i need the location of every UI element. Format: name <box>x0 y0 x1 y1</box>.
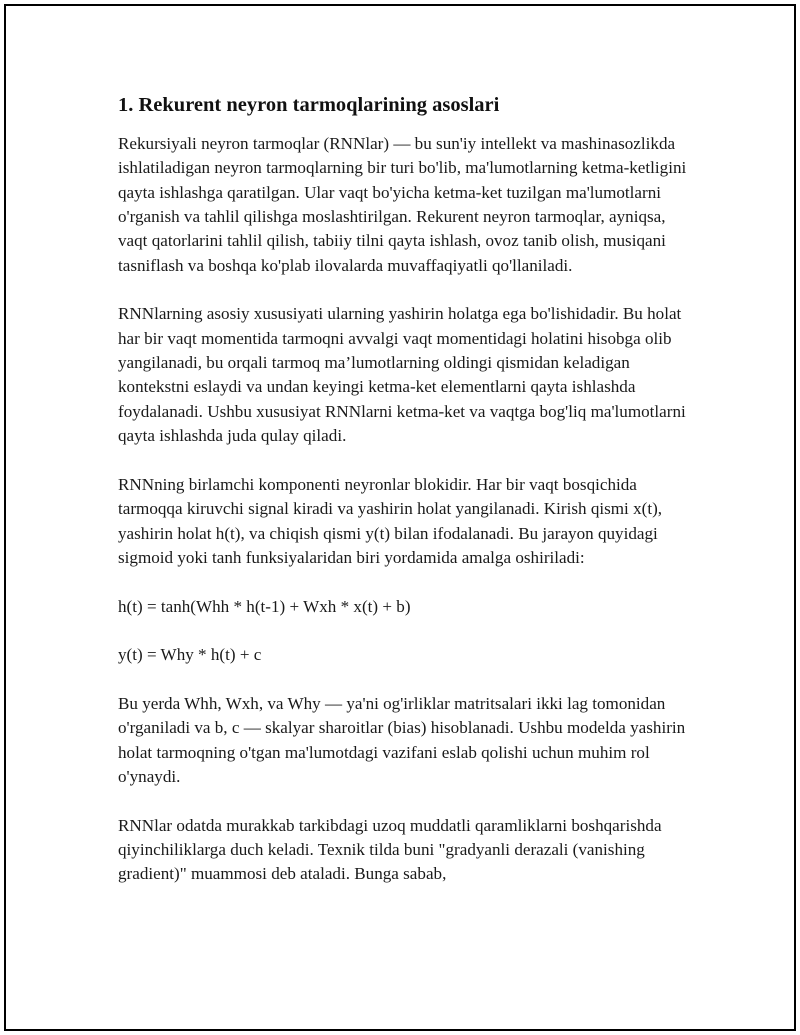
paragraph-hidden-state: RNNlarning asosiy xususiyati ularning yashirin holatga ega bo'lishidadir. Bu holat har bir vaqt momentida tarmoqni avvalgi vaqt momentidagi holatini hisobga olib yangilanadi, bu orqali tarmoq ma’lumotlarning oldingi qismidan keladigan kontekstni eslaydi va undan keyingi ketma-ket elementlarni qayta ishlashda foydalanadi. Ushbu xususiyat RNNlarni ketma-ket va vaqtga bog'liq ma'lumotlarni qayta ishlashda juda qulay qiladi. <box>118 304 686 446</box>
paragraph-components: RNNning birlamchi komponenti neyronlar blokidir. Har bir vaqt bosqichida tarmoqqa kiruvchi signal kiradi va yashirin holat yangilanadi. Kirish qismi x(t), yashirin holat h(t), va chiqish qismi y(t) bilan ifodalanadi. Bu jarayon quyidagi sigmoid yoki tanh funksiyalaridan biri yordamida amalga oshiriladi: <box>118 474 663 567</box>
formula-hidden-state: h(t) = tanh(Whh * h(t-1) + Wxh * x(t) + b) <box>118 596 411 616</box>
document-body <box>118 90 688 911</box>
paragraph-vanishing-gradient: RNNlar odatda murakkab tarkibdagi uzoq muddatli qaramliklarni boshqarishda qiyinchiliklarga duch keladi. Texnik tilda buni "gradyanli derazali (vanishing gradient)" muammosi deb ataladi. Bunga sabab, <box>118 815 662 884</box>
paragraph-rnn-intro: Rekursiyali neyron tarmoqlar (RNNlar) — bu sun'iy intellekt va mashinasozlikda ishlatiladigan neyron tarmoqlarning bir turi bo'lib, ma'lumotlarning ketma-ketligini qayta ishlashga qaratilgan. Ular vaqt bo'yicha ketma-ket tuzilgan ma'lumotlarni o'rganish va tahlil qilishga moslashtirilgan. Rekurent neyron tarmoqlar, ayniqsa, vaqt qatorlarini tahlil qilish, tabiiy tilni qayta ishlash, ovoz tanib olish, musiqani tasniflash va boshqa ko'plab ilovalarda muvaffaqiyatli qo'llaniladi. <box>118 134 687 275</box>
paragraph-weights: Bu yerda Whh, Wxh, va Why — ya'ni og'irliklar matritsalari ikki lag tomonidan o'rganiladi va b, c — skalyar sharoitlar (bias) hisoblanadi. Ushbu modelda yashirin holat tarmoqning o'tgan ma'lumotdagi vazifani eslab qolishi uchun muhim rol o'ynaydi. <box>118 693 686 786</box>
formula-output: y(t) = Why * h(t) + c <box>118 645 262 665</box>
section-heading: 1. Rekurent neyron tarmoqlarining asoslari <box>118 94 500 116</box>
